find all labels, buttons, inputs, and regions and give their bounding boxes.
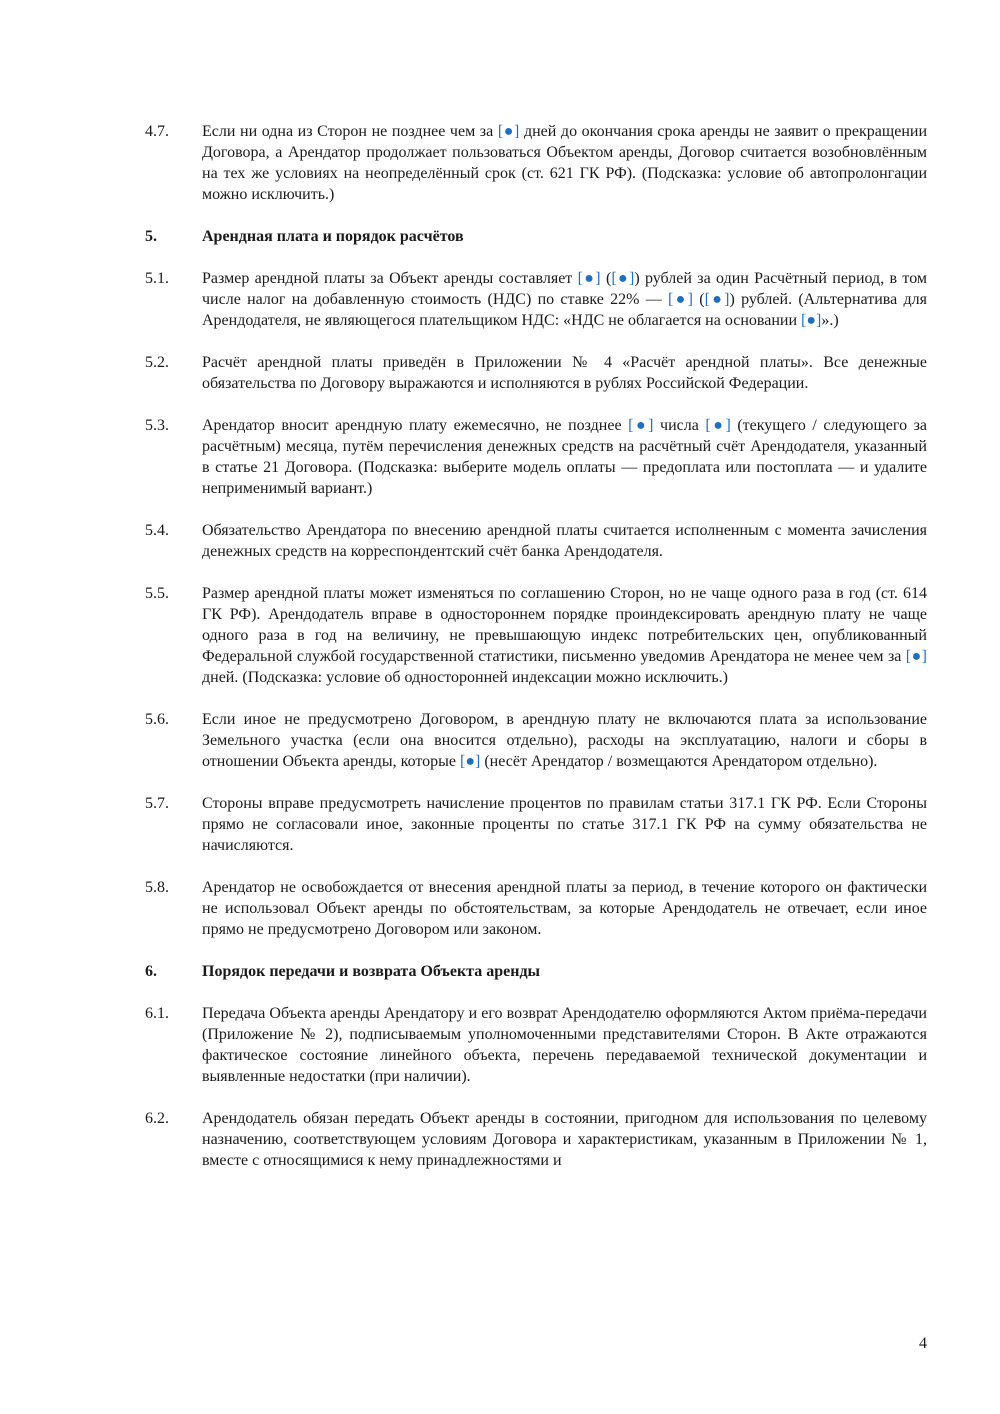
- section-title: Арендная плата и порядок расчётов: [202, 228, 464, 245]
- placeholder-field: [●]: [905, 648, 927, 665]
- clause-number: 5.5.: [145, 585, 169, 602]
- clause: [145, 583, 927, 688]
- clause-text: [202, 121, 927, 205]
- clause-text-segment: Передача Объекта аренды Арендатору и его возврат Арендодателю оформляются Актом приёма-передачи (Приложение № 2), подписываемым уполномоченными представителями Сторон. В Акте отражаются фактическое состояние линейного объекта, перечень передаваемой технической документации и выявленные недостатки (при наличии).: [202, 1005, 927, 1085]
- clause: [145, 709, 927, 772]
- clause-number: 5.8.: [145, 879, 169, 896]
- placeholder-field: [●]: [705, 417, 731, 434]
- clause: [145, 520, 927, 562]
- clause-text-segment: ) рублей. (Альтернатива для Арендодателя, не являющегося плательщиком НДС: «НДС не облагается на основании: [202, 291, 928, 329]
- clause-number: 6.1.: [145, 1005, 169, 1022]
- clauses-section-6: [145, 1003, 927, 1171]
- clause: [145, 1108, 927, 1171]
- clause-text-segment: Стороны вправе предусмотреть начисление процентов по правилам статьи 317.1 ГК РФ. Если Стороны прямо не согласовали иное, законные проценты по статье 317.1 ГК РФ на сумму обязательства не начисляются.: [202, 795, 927, 854]
- section-heading-6: [145, 961, 927, 982]
- clause: [145, 1003, 927, 1087]
- clause-text: [202, 352, 927, 394]
- clause-text-segment: Арендодатель обязан передать Объект аренды в состоянии, пригодном для использования по целевому назначению, соответствующем условиям Договора и характеристикам, указанным в Приложении № 1, вместе с относящимися к нему принадлежностями и: [202, 1110, 927, 1169]
- page-number: 4: [919, 1335, 927, 1352]
- clause-number: 4.7.: [145, 123, 169, 140]
- clause: [145, 268, 927, 331]
- placeholder-field: [●]: [460, 753, 481, 770]
- clause-text-segment: ) рублей за один Расчётный период, в том числе налог на добавленную стоимость (НДС) по ставке 22% —: [202, 270, 928, 308]
- clause-text-segment: Расчёт арендной платы приведён в Приложении № 4 «Расчёт арендной платы». Все денежные обязательства по Договору выражаются и исполняются в рублях Российской Федерации.: [202, 354, 927, 392]
- clauses-section-4: [145, 121, 927, 205]
- clause-text: [202, 793, 927, 856]
- clause: [145, 793, 927, 856]
- section-number: 6.: [145, 963, 157, 980]
- clause-number: 5.2.: [145, 354, 169, 371]
- clause: [145, 415, 927, 499]
- clause-text-segment: дней до окончания срока аренды не заявит о прекращении Договора, а Арендатор продолжает пользоваться Объектом аренды, Договор считается возобновлённым на тех же условиях на неопределённый срок (ст. 621 ГК РФ). (Подсказка: условие об автопролонгации можно исключить.): [202, 123, 928, 203]
- clause-text-segment: (: [692, 291, 705, 308]
- clause-text-segment: Размер арендной платы за Объект аренды составляет: [202, 270, 578, 287]
- clause-number: 5.1.: [145, 270, 169, 287]
- clause-text-segment: Арендатор не освобождается от внесения арендной платы за период, в течение которого он фактически не использовал Объект аренды по обстоятельствам, за которые Арендодатель не отвечает, если иное прямо не предусмотрено Договором или законом.: [202, 879, 927, 938]
- placeholder-field: [●]: [668, 291, 693, 308]
- clause-text-segment: Арендатор вносит арендную плату ежемесячно, не позднее: [202, 417, 629, 434]
- clause-text-segment: Если иное не предусмотрено Договором, в арендную плату не включаются плата за использование Земельного участка (если она вносится отдельно), расходы на эксплуатацию, налоги и сборы в отношении Объекта аренды, которые: [202, 711, 927, 770]
- placeholder-field: [●]: [497, 123, 520, 140]
- clause-number: 5.6.: [145, 711, 169, 728]
- clause-text: [202, 415, 927, 499]
- section-number: 5.: [145, 228, 157, 245]
- clauses-section-5: [145, 268, 927, 940]
- clause-text-segment: числа: [653, 417, 706, 434]
- clause-text-segment: Размер арендной платы может изменяться по соглашению Сторон, но не чаще одного раза в год (ст. 614 ГК РФ). Арендодатель вправе в одностороннем порядке проиндексировать арендную плату не чаще одного раза в год на величину, не превышающую индекс потребительских цен, опубликованный Федеральной службой государственной статистики, письменно уведомив Арендатора не менее чем за: [202, 585, 927, 665]
- placeholder-field: [●]: [611, 270, 635, 287]
- section-heading-5: [145, 226, 927, 247]
- clause-text-segment: ».): [821, 312, 839, 329]
- clause-number: 6.2.: [145, 1110, 169, 1127]
- clause-number: 5.7.: [145, 795, 169, 812]
- clause-text-segment: (: [600, 270, 612, 287]
- clause-text-segment: Если ни одна из Сторон не позднее чем за: [202, 123, 498, 140]
- clause-text-segment: (несёт Арендатор / возмещаются Арендатором отдельно).: [480, 753, 878, 770]
- clause-text: [202, 1108, 927, 1171]
- clause-text-segment: Обязательство Арендатора по внесению арендной платы считается исполненным с момента зачисления денежных средств на корреспондентский счёт банка Арендодателя.: [202, 522, 927, 560]
- placeholder-field: [●]: [801, 312, 822, 329]
- section-title: Порядок передачи и возврата Объекта аренды: [202, 963, 541, 980]
- clause: [145, 352, 927, 394]
- placeholder-field: [●]: [704, 291, 730, 308]
- clause-text: [202, 520, 927, 562]
- clause-text: [202, 709, 927, 772]
- clause: [145, 877, 927, 940]
- clause-text: [202, 268, 927, 331]
- clause-text-segment: (текущего / следующего за расчётным) месяца, путём перечисления денежных средств на расчётный счёт Арендодателя, указанный в статье 21 Договора. (Подсказка: выберите модель оплаты — предоплата или постоплата — и удалите неприменимый вариант.): [202, 417, 928, 497]
- placeholder-field: [●]: [577, 270, 601, 287]
- clause-number: 5.4.: [145, 522, 169, 539]
- clause-text: [202, 1003, 927, 1087]
- clause-text: [202, 583, 927, 688]
- clause-number: 5.3.: [145, 417, 169, 434]
- clause-text-segment: дней. (Подсказка: условие об односторонней индексации можно исключить.): [202, 669, 728, 686]
- placeholder-field: [●]: [628, 417, 654, 434]
- document-body: [145, 121, 927, 1192]
- clause-text: [202, 877, 927, 940]
- clause: [145, 121, 927, 205]
